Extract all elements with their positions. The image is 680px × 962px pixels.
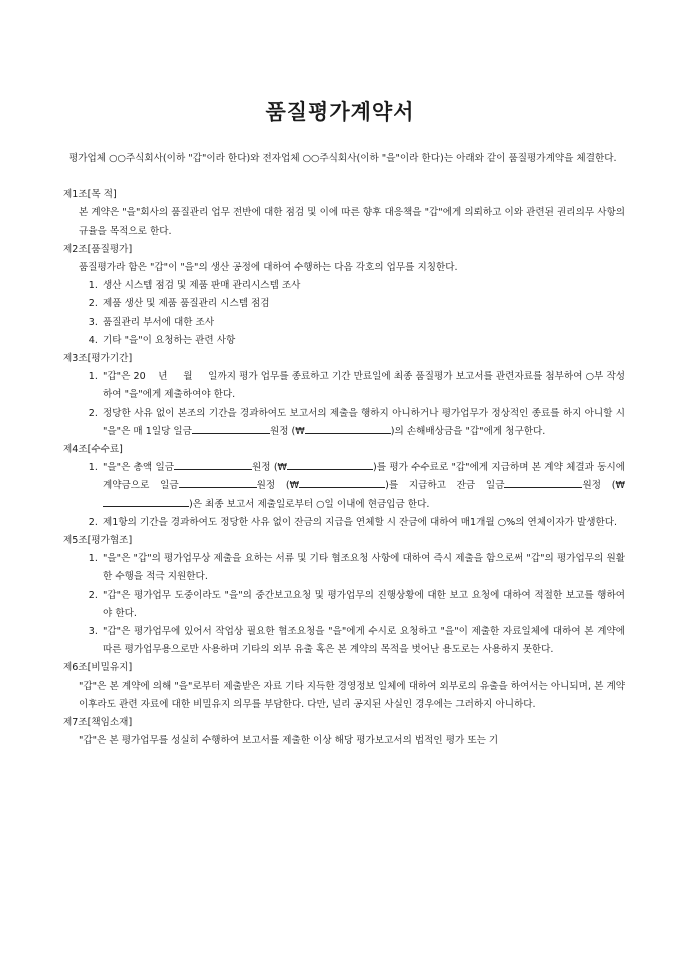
article-3-list <box>63 368 625 441</box>
article-4-heading: 제4조[수수료] <box>63 444 123 456</box>
article-2-heading: 제2조[품질평가] <box>63 243 133 255</box>
article-2-body: 품질평가라 함은 "갑"이 "을"의 생산 공정에 대하여 수행하는 다음 각호의 업무를 지칭한다. <box>79 262 458 274</box>
article-7-body: "갑"은 본 평가업무를 성실히 수행하여 보고서를 제출한 이상 해당 평가보고서의 법적인 평가 또는 기 <box>79 735 499 747</box>
article-2-item-1: 1. 생산 시스템 점검 및 제품 판매 관리시스템 조사 <box>101 277 625 295</box>
blank-line <box>299 478 385 488</box>
blank-line <box>192 424 270 434</box>
document-title: 품질평가계약서 <box>265 100 415 124</box>
article-3-item-1: 1. "갑"은 20 년 월 일까지 평가 업무를 종료하고 기간 만료일에 최종 품질평가 보고서를 관련자료를 첨부하여 ○부 작성하여 "을"에게 제출하여야 한다. <box>101 368 625 404</box>
article-2-list <box>63 277 625 350</box>
blank-line <box>103 497 189 507</box>
blank-line <box>174 460 252 470</box>
article-4-item-1: 1. "을"은 총액 일금 원정 (₩ )를 평가 수수료로 "갑"에게 지급하며 본 계약 체결과 동시에 계약금으로 일금 원정 (₩ )를 지급하고 잔금 일금 원정 (₩)은 최종 보고서 제출일로부터 ○일 이내에 현금입금 한다. <box>101 459 625 514</box>
article-7-heading: 제7조[책임소재] <box>63 717 133 729</box>
article-5-item-2: 2. "갑"은 평가업무 도중이라도 "을"의 중간보고요청 및 평가업무의 진행상황에 대한 보고 요청에 대하여 적절한 보고를 행하여야 한다. <box>101 587 625 623</box>
article-2-item-3: 3. 품질관리 부서에 대한 조사 <box>101 314 625 332</box>
blank-line <box>287 460 373 470</box>
article-5-list <box>63 550 625 659</box>
article-4-item-2: 2. 제1항의 기간을 경과하여도 정당한 사유 없이 잔금의 지급을 연체할 시 잔금에 대하여 매1개월 ○%의 연체이자가 발생한다. <box>101 514 625 532</box>
article-2-item-2: 2. 제품 생산 및 제품 품질관리 시스템 점검 <box>101 295 625 313</box>
intro-paragraph: 평가업체 ○○주식회사(이하 "갑"이라 한다)와 전자업체 ○○주식회사(이하 "을"이라 한다)는 아래와 같이 품질평가계약을 체결한다. <box>69 153 617 164</box>
article-5-item-1: 1. "을"은 "갑"의 평가업무상 제출을 요하는 서류 및 기타 협조요청 사항에 대하여 즉시 제출을 함으로써 "갑"의 평가업무의 원활한 수행을 적극 지원한다. <box>101 550 625 586</box>
article-5-heading: 제5조[평가협조] <box>63 535 133 547</box>
blank-line <box>305 424 391 434</box>
document-body <box>63 150 625 751</box>
article-5-item-3: 3. "갑"은 평가업무에 있어서 작업상 필요한 협조요청을 "을"에게 수시로 요청하고 "을"이 제출한 자료일체에 대하여 본 계약에 따른 평가업무용으로만 사용하며 기타의 외부 유출 혹은 본 계약의 목적을 벗어난 용도로는 사용하지 못한다. <box>101 623 625 659</box>
article-2-item-4: 4. 기타 "을"이 요청하는 관련 사항 <box>101 332 625 350</box>
blank-line <box>504 478 582 488</box>
blank-line <box>179 478 257 488</box>
article-1-body: 본 계약은 "을"회사의 품질관리 업무 전반에 대한 점검 및 이에 따른 향후 대응책을 "갑"에게 의뢰하고 이와 관련된 권리의무 사항의 규율을 목적으로 한다. <box>79 207 626 237</box>
article-1-heading: 제1조[목 적] <box>63 189 117 201</box>
article-6-heading: 제6조[비밀유지] <box>63 662 133 674</box>
article-3-heading: 제3조[평가기간] <box>63 353 133 365</box>
article-6-body: "갑"은 본 계약에 의해 "을"로부터 제출받은 자료 기타 지득한 경영정보 일체에 대하여 외부로의 유출을 하여서는 아니되며, 본 계약 이후라도 관련 자료에 대한 비밀유지 의무를 부담한다. 다만, 널리 공지된 사실인 경우에는 그러하지 아니하다. <box>79 680 625 710</box>
article-4-list <box>63 459 625 532</box>
article-3-item-2: 2. 정당한 사유 없이 본조의 기간을 경과하여도 보고서의 제출을 행하지 아니하거나 평가업무가 정상적인 종료를 하지 아니할 시 "을"은 매 1일당 일금 원정 (₩ )의 손해배상금을 "갑"에게 청구한다. <box>101 405 625 441</box>
